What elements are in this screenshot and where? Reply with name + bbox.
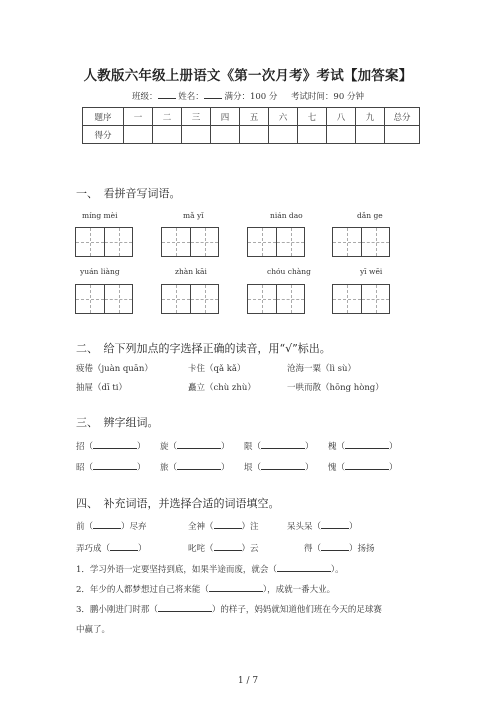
word: 抽屉 [76, 383, 94, 393]
idiom-suffix: ） [349, 522, 358, 532]
word: 矗立 [188, 383, 206, 393]
reading-item [287, 362, 356, 374]
char: 旋 [160, 442, 169, 452]
idiom-item [188, 520, 259, 532]
answer-blank[interactable] [214, 520, 242, 529]
writing-grid[interactable] [247, 284, 305, 314]
header-cell: 八 [327, 108, 356, 126]
answer-blank[interactable] [209, 583, 263, 592]
answer-blank[interactable] [177, 461, 221, 470]
writing-grid[interactable] [75, 284, 133, 314]
question-text: ）的样子，妈妈就知道他们班在今天的足球赛 [211, 605, 382, 615]
answer-blank[interactable] [277, 563, 331, 572]
page-title: 人教版六年级上册语文《第一次月考》考试【加答案】 [83, 68, 413, 84]
word: 卡住 [188, 364, 206, 374]
idiom-suffix: ） [138, 544, 147, 554]
pinyin-choice[interactable]: （hōng hòng） [321, 383, 384, 393]
score-cell[interactable] [182, 126, 211, 144]
pinyin-choice[interactable]: （dī ti） [93, 383, 128, 393]
name-blank[interactable] [204, 90, 222, 99]
score-table-header [83, 108, 420, 126]
question-1 [76, 563, 344, 575]
header-cell: 一 [124, 108, 153, 126]
answer-blank[interactable] [177, 440, 221, 449]
score-cell[interactable] [385, 126, 420, 144]
char: 招 [76, 442, 85, 452]
writing-grid[interactable] [247, 227, 305, 257]
reading-item [76, 362, 153, 374]
idiom-item [287, 520, 358, 532]
answer-blank[interactable] [321, 542, 349, 551]
word: 一哄而散 [287, 383, 322, 393]
answer-blank[interactable] [93, 520, 121, 529]
header-cell: 二 [153, 108, 182, 126]
idiom-item [188, 542, 259, 554]
idiom-item [76, 542, 147, 554]
page-number: 1 / 7 [237, 676, 259, 686]
header-cell: 五 [240, 108, 269, 126]
idiom-prefix: 前（ [76, 522, 94, 532]
pinyin: nián dao [270, 211, 303, 220]
reading-item [76, 381, 127, 393]
header-cell: 四 [211, 108, 240, 126]
answer-blank[interactable] [261, 461, 305, 470]
idiom-suffix: ）尽弃 [121, 522, 147, 532]
idiom-prefix: 叱咤（ [188, 544, 214, 554]
answer-blank[interactable] [93, 461, 137, 470]
reading-item [188, 381, 256, 393]
char: 限 [244, 442, 253, 452]
answer-blank[interactable] [214, 542, 242, 551]
score-cell[interactable] [240, 126, 269, 144]
char: 昭 [76, 463, 85, 473]
answer-blank[interactable] [345, 461, 389, 470]
word-group-item: 招（ ） [76, 442, 146, 452]
header-cell: 七 [298, 108, 327, 126]
writing-grid[interactable] [332, 227, 390, 257]
word-group-item: 旅（ ） [160, 463, 230, 473]
score-table [82, 107, 420, 144]
word-group-item: 垠（ ） [244, 463, 314, 473]
char: 槐 [328, 442, 337, 452]
char: 愧 [328, 463, 337, 473]
reading-item [188, 362, 245, 374]
idiom-prefix: 呆头呆（ [287, 522, 322, 532]
pinyin: zhàn kāi [175, 267, 207, 276]
reading-item [287, 381, 384, 393]
question-text: ），成就一番大业。 [262, 585, 336, 595]
word: 沧海一粟 [287, 364, 322, 374]
word-group-item: 愧（ ） [328, 463, 398, 473]
question-text: 2．年少的人都梦想过自己将来能（ [76, 585, 209, 595]
question-3 [76, 603, 382, 615]
idiom-prefix: 全神（ [188, 522, 214, 532]
header-cell: 九 [356, 108, 385, 126]
idiom-suffix: ）注 [241, 522, 259, 532]
idiom-suffix: ）云 [241, 544, 259, 554]
char: 垠 [244, 463, 253, 473]
section-1-heading: 一、 看拼音写词语。 [76, 187, 181, 200]
idiom-item [76, 520, 147, 532]
idiom-prefix: 弄巧成（ [76, 544, 111, 554]
idiom-item [304, 542, 375, 554]
word-group-item: 槐（ ） [328, 442, 398, 452]
answer-blank[interactable] [158, 603, 212, 612]
exam-time: 考试时间：90 分钟 [290, 92, 364, 102]
pinyin: yuán liàng [80, 267, 120, 276]
word: 疲倦 [76, 364, 94, 374]
word-group-item: 限（ ） [244, 442, 314, 452]
score-cell[interactable] [298, 126, 327, 144]
header-cell: 六 [269, 108, 298, 126]
pinyin: yī wēi [360, 267, 383, 276]
answer-blank[interactable] [321, 520, 349, 529]
pinyin-choice[interactable]: （juàn quān） [93, 364, 153, 374]
question-text: 3．鹏小刚进门时那（ [76, 605, 158, 615]
answer-blank[interactable] [110, 542, 138, 551]
idiom-prefix: 得（ [304, 544, 322, 554]
class-label: 班级： [132, 92, 158, 102]
section-4-heading: 四、 补充词语，并选择合适的词语填空。 [76, 497, 280, 510]
answer-blank[interactable] [345, 440, 389, 449]
writing-grid[interactable] [332, 284, 390, 314]
word-group-item: 旋（ ） [160, 442, 230, 452]
idiom-suffix: ）扬扬 [349, 544, 375, 554]
pinyin: míng mèi [82, 211, 118, 220]
question-3-continued: 中赢了。 [76, 625, 111, 635]
name-label: 姓名： [178, 92, 204, 102]
score-cell[interactable] [153, 126, 182, 144]
score-cell[interactable] [327, 126, 356, 144]
answer-blank[interactable] [261, 440, 305, 449]
class-blank[interactable] [158, 90, 176, 99]
header-cell: 题序 [83, 108, 124, 126]
exam-info-line [0, 90, 496, 102]
pinyin-choice[interactable]: （chù zhù） [205, 383, 256, 393]
char: 旅 [160, 463, 169, 473]
score-cell[interactable] [356, 126, 385, 144]
score-cell[interactable] [124, 126, 153, 144]
header-cell: 总分 [385, 108, 420, 126]
row-label: 得分 [83, 126, 124, 144]
pinyin-choice[interactable]: （lì sù） [321, 364, 356, 374]
question-2 [76, 583, 335, 595]
full-score: 满分：100 分 [224, 92, 278, 102]
section-2-heading: 二、 给下列加点的字选择正确的读音，用“√”标出。 [76, 342, 331, 355]
writing-grid[interactable] [75, 227, 133, 257]
header-cell: 三 [182, 108, 211, 126]
writing-grid[interactable] [161, 227, 219, 257]
score-cell[interactable] [211, 126, 240, 144]
pinyin: chóu chàng [267, 267, 311, 276]
writing-grid[interactable] [161, 284, 219, 314]
pinyin-choice[interactable]: （qǎ kǎ） [205, 364, 246, 374]
word-group-item: 昭（ ） [76, 463, 146, 473]
section-3-heading: 三、 辨字组词。 [76, 416, 159, 429]
score-table-row [83, 126, 420, 144]
score-cell[interactable] [269, 126, 298, 144]
pinyin: mǎ yǐ [183, 211, 204, 220]
answer-blank[interactable] [93, 440, 137, 449]
pinyin: dǎn ge [357, 211, 383, 220]
question-text: ）。 [330, 565, 344, 575]
question-text: 1．学习外语一定要坚持到底，如果半途而废，就会（ [76, 565, 277, 575]
